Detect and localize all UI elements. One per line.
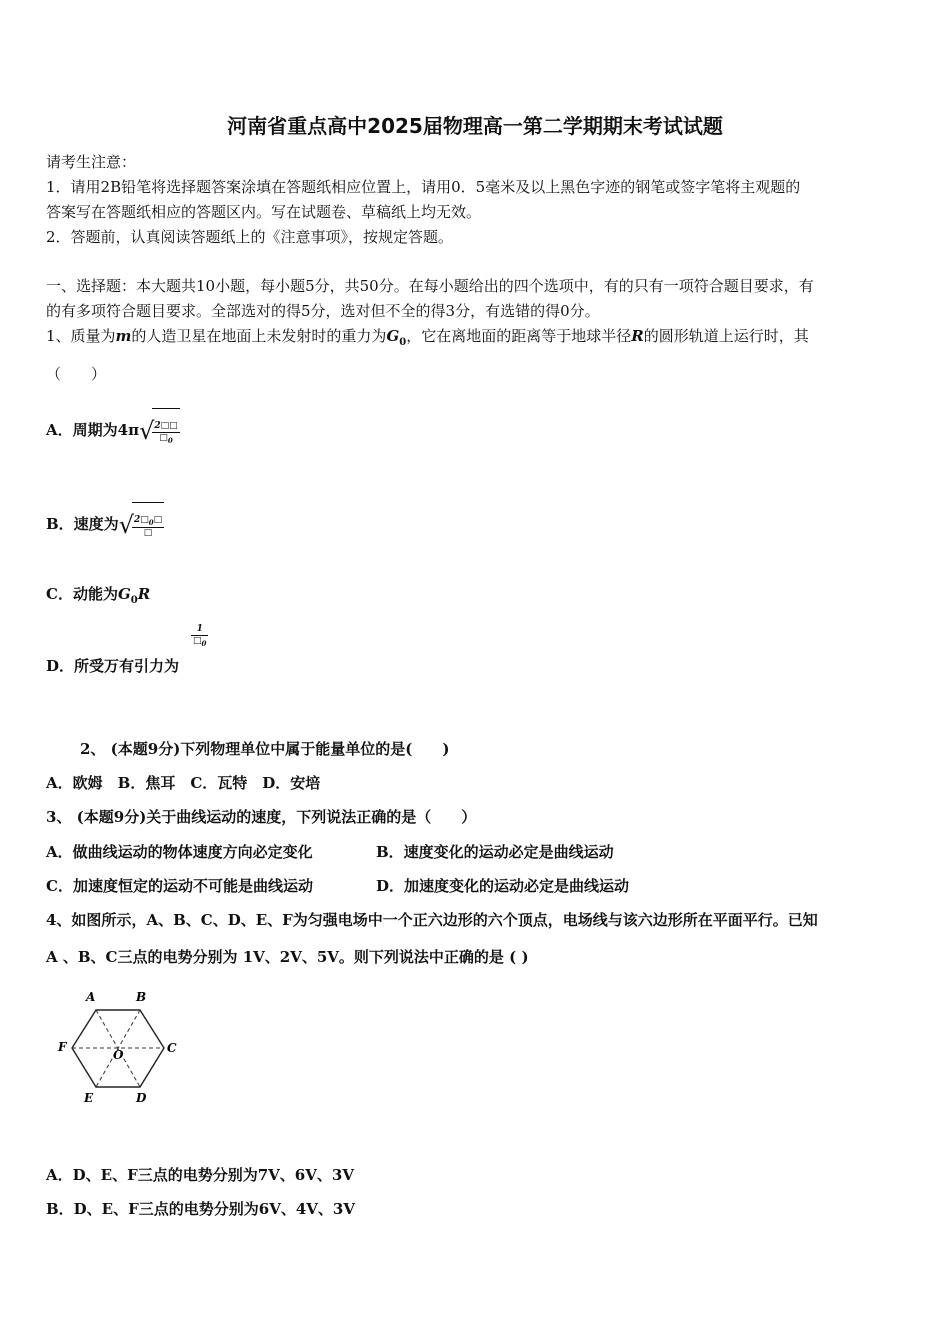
q1-option-c-r: R <box>137 585 151 603</box>
section-heading-line-a: 一、选择题：本大题共10小题，每小题5分，共50分。在每小题给出的四个选项中，有的只有一项符合题目要求，有 <box>46 277 814 295</box>
q1-option-a-label: A．周期为4π <box>46 421 140 439</box>
vertex-label-d: D <box>136 1091 147 1105</box>
q1-stem-part2: 的人造卫星在地面上未发射时的重力为 <box>131 327 387 345</box>
q3-option-a: A．做曲线运动的物体速度方向必定变化 <box>46 843 313 861</box>
q1-paren: （ ） <box>46 365 107 383</box>
q1-option-a-denominator: □ <box>159 432 168 443</box>
q1-var-g0: G <box>386 327 400 345</box>
notice-heading: 请考生注意： <box>46 153 137 171</box>
q1-option-b <box>46 502 164 548</box>
hexagon-figure <box>52 986 192 1108</box>
q1-option-d-denominator: □ <box>193 636 202 646</box>
page-title: 河南省重点高中2025届物理高一第二学期期末考试试题 <box>227 114 723 138</box>
q1-stem-part4: 的圆形轨道上运行时，其 <box>643 327 809 345</box>
q2-stem: 2、 (本题9分)下列物理单位中属于能量单位的是( ) <box>80 740 450 758</box>
q1-option-c-g-sub: 0 <box>130 595 138 606</box>
vertex-label-b: B <box>136 990 147 1004</box>
q4-stem-b: A 、B、C三点的电势分别为 1V、2V、5V。则下列说法中正确的是 ( ) <box>46 948 529 966</box>
q1-option-d-numerator: 1 <box>191 624 208 636</box>
q1-option-a-sqrt: √ $\frac{2□□}{□_0}$ <box>139 408 180 454</box>
q1-stem-part3: ，它在离地面的距离等于地球半径 <box>406 327 632 345</box>
notice-line-1a: 1．请用2B铅笔将选择题答案涂填在答题纸相应位置上，请用0．5毫米及以上黑色字迹的钢笔或签字笔将主观题的 <box>46 178 801 196</box>
q1-option-d-denominator-sub: 0 <box>201 638 207 648</box>
vertex-label-a: A <box>86 990 96 1004</box>
q2-options: A．欧姆 B．焦耳 C．瓦特 D．安培 <box>46 774 321 792</box>
q1-var-r: R <box>631 327 644 345</box>
q3-option-b: B．速度变化的运动必定是曲线运动 <box>376 843 614 861</box>
q4-stem-a: 4、如图所示，A、B、C、D、E、F为匀强电场中一个正六边形的六个顶点，电场线与该六边形所在平面平行。已知 <box>46 911 818 929</box>
q1-option-d-fraction <box>191 624 208 649</box>
notice-line-1b: 答案写在答题纸相应的答题区内。写在试题卷、草稿纸上均无效。 <box>46 203 482 221</box>
vertex-label-c: C <box>167 1041 177 1055</box>
center-label-o: O <box>113 1048 124 1062</box>
q3-stem: 3、 (本题9分)关于曲线运动的速度，下列说法正确的是（ ） <box>46 808 477 826</box>
vertex-label-e: E <box>84 1091 94 1105</box>
q1-option-d-label: D．所受万有引力为 <box>46 657 180 675</box>
q1-option-a <box>46 408 180 454</box>
q1-option-b-sqrt: √ $\frac{2□_0□}{□}$ <box>119 502 164 548</box>
q1-option-b-denominator: □ <box>143 528 153 539</box>
q4-option-b: B．D、E、F三点的电势分别为6V、4V、3V <box>46 1200 355 1218</box>
q1-var-m: m <box>115 327 132 345</box>
q1-option-c-label: C．动能为 <box>46 585 118 603</box>
q3-option-d: D．加速度变化的运动必定是曲线运动 <box>376 877 630 895</box>
q1-option-c <box>46 584 150 611</box>
q1-option-b-numerator-2: □ <box>153 514 163 525</box>
q1-stem <box>46 326 809 353</box>
q1-option-b-numerator-sub: 0 <box>148 517 154 527</box>
q1-stem-part1: 1、质量为 <box>46 327 116 345</box>
q3-option-c: C．加速度恒定的运动不可能是曲线运动 <box>46 877 313 895</box>
q1-option-b-label: B．速度为 <box>46 515 119 533</box>
vertex-label-f: F <box>58 1040 67 1054</box>
q1-var-g0-sub: 0 <box>399 337 407 348</box>
notice-line-2: 2．答题前，认真阅读答题纸上的《注意事项》，按规定答题。 <box>46 228 454 246</box>
section-heading-line-b: 的有多项符合题目要求。全部选对的得5分，选对但不全的得3分，有选错的得0分。 <box>46 302 600 320</box>
q1-option-a-denominator-sub: 0 <box>167 435 173 445</box>
q1-option-c-g: G <box>117 585 131 603</box>
q1-option-b-numerator: 2□ <box>133 514 149 525</box>
q4-option-a: A．D、E、F三点的电势分别为7V、6V、3V <box>46 1166 354 1184</box>
q1-option-a-numerator: 2□□ <box>154 420 178 431</box>
